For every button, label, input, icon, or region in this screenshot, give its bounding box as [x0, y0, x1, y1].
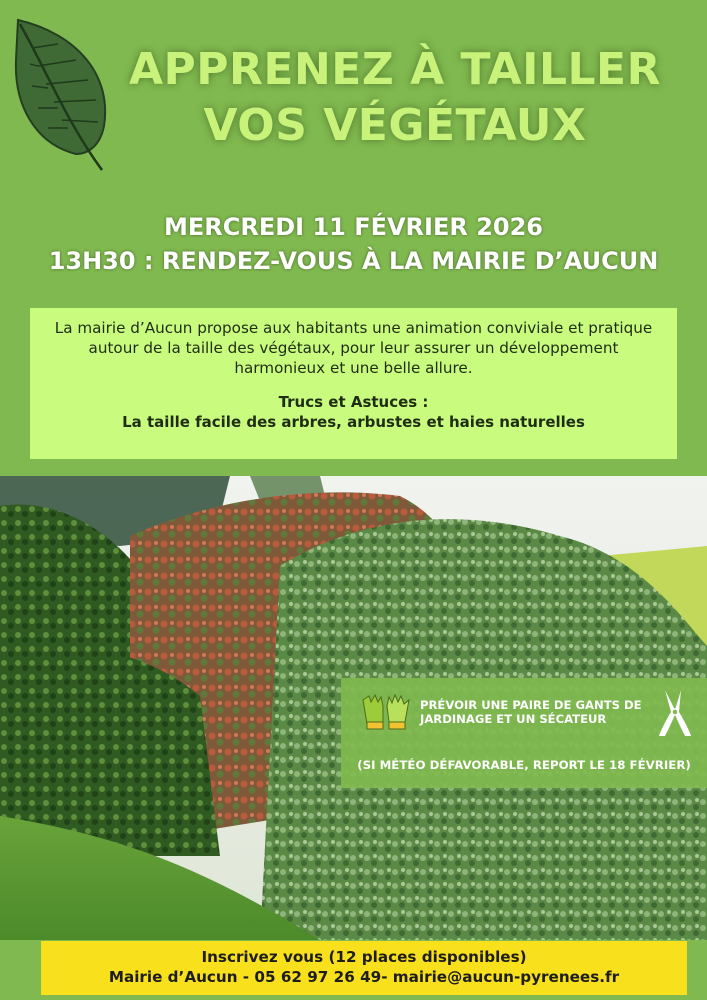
equipment-note: [341, 678, 707, 788]
title-line-1: APPRENEZ À TAILLER: [129, 44, 661, 95]
footer-contact: Mairie d’Aucun - 05 62 97 26 49- mairie@aucun-pyrenees.fr: [108, 968, 620, 986]
description-text: La mairie d’Aucun propose aux habitants une animation conviviale et pratique autour de la taille des végétaux, pour leur assurer un développement harmonieux et une belle allure.: [54, 319, 653, 377]
weather-notice: (SI MÉTÉO DÉFAVORABLE, REPORT LE 18 FÉVRIER): [357, 758, 691, 772]
tips-subject: La taille facile des arbres, arbustes et haies naturelles: [122, 413, 585, 431]
event-info: [0, 210, 707, 278]
title-line-2: VOS VÉGÉTAUX: [203, 100, 587, 151]
gloves-icon: [359, 692, 413, 732]
footer-registration: Inscrivez vous (12 places disponibles): [201, 948, 527, 966]
description-box: [30, 308, 677, 459]
page-title: [95, 42, 695, 154]
event-time-place: 13H30 : RENDEZ-VOUS À LA MAIRIE D’AUCUN: [48, 247, 659, 275]
equipment-text: PRÉVOIR UNE PAIRE DE GANTS DE JARDINAGE ET UN SÉCATEUR: [420, 698, 642, 726]
event-date: MERCREDI 11 FÉVRIER 2026: [163, 213, 543, 241]
secateur-icon: [651, 686, 699, 738]
header-section: [0, 0, 707, 476]
tips-heading: Trucs et Astuces :: [278, 393, 429, 411]
registration-footer: [41, 941, 687, 995]
